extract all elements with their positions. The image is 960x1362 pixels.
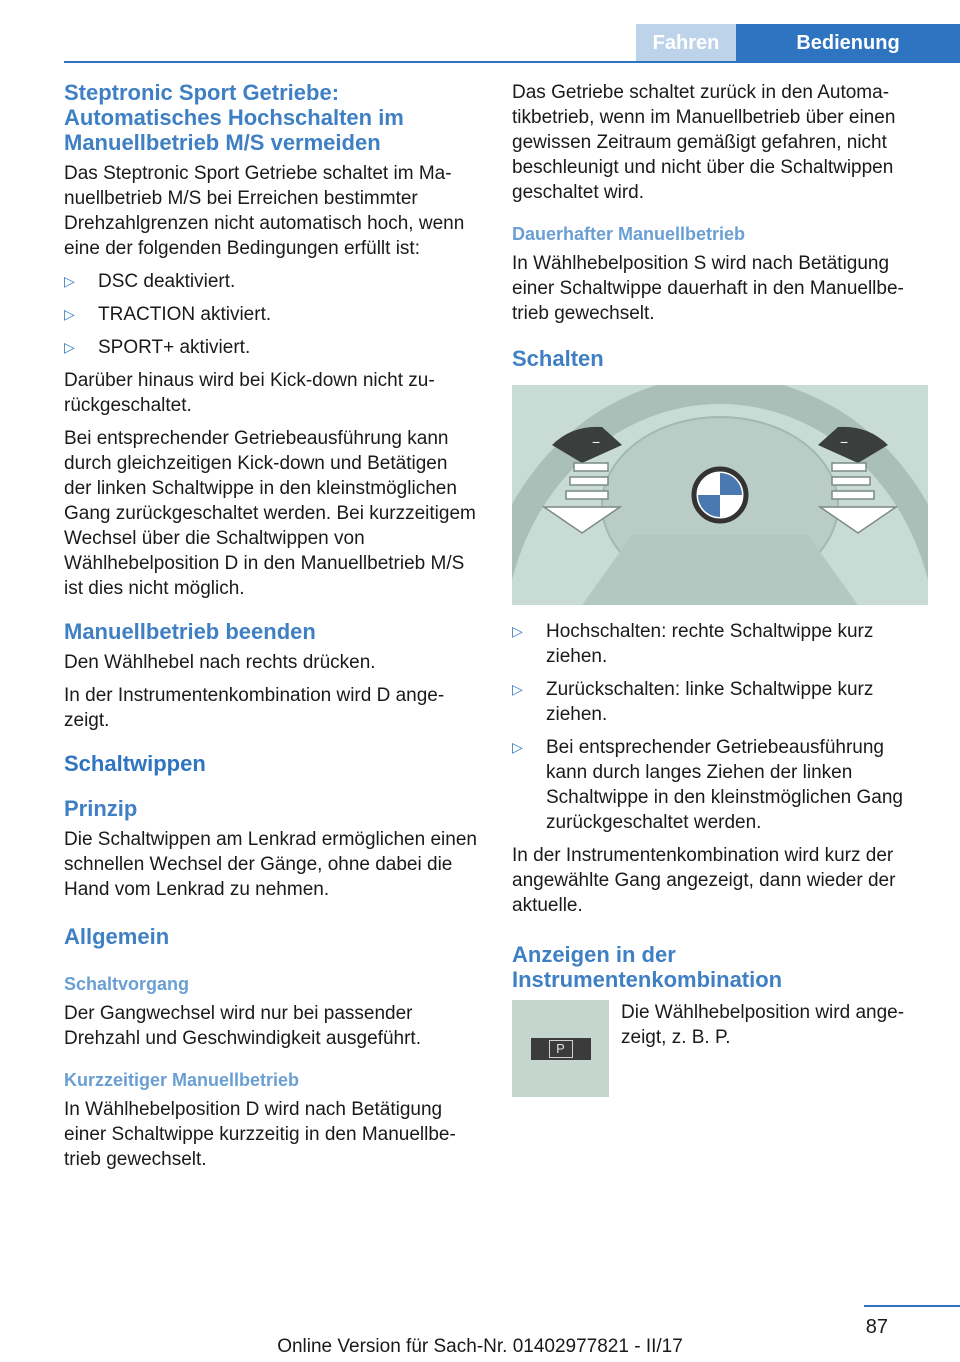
heading-permanent-manual: Dauerhafter Manuellbetrieb xyxy=(512,224,746,244)
paragraph: Bei entsprechender Getriebeausführung kann durch gleichzeitigen Kick-down und Betätigen der linken Schaltwippe in den kleinstmöglichen Gang zurückgeschaltet werden. Bei kurzzeitigem Wechsel über die Schaltwippen von Wählhebelposition D in den Manuellbetrieb M/S ist dies nicht möglich. xyxy=(64,428,476,599)
condition-list xyxy=(64,269,480,360)
heading-end-manual: Manuellbetrieb beenden xyxy=(64,619,316,644)
triangle-bullet-icon: ▷ xyxy=(512,623,523,639)
paragraph: In Wählhebelposition S wird nach Betätigung einer Schaltwippe dauerhaft in den Manuellbetrieb gewechselt. xyxy=(512,253,904,324)
triangle-bullet-icon: ▷ xyxy=(512,681,523,697)
triangle-bullet-icon: ▷ xyxy=(64,273,75,289)
heading-displays: Anzeigen in der Instrumentenkombination xyxy=(512,942,783,992)
display-screen xyxy=(531,1038,591,1060)
tab-bedienung[interactable]: Bedienung xyxy=(736,24,960,62)
paragraph: In der Instrumentenkombination wird kurz der angewählte Gang angezeigt, dann wieder der aktuelle. xyxy=(512,845,896,916)
minus-label-left: − xyxy=(592,434,601,450)
list-item: ▷ DSC deaktiviert. xyxy=(64,271,236,292)
tab-fahren[interactable]: Fahren xyxy=(636,24,736,62)
triangle-bullet-icon: ▷ xyxy=(64,339,75,355)
heading-shift-process: Schaltvorgang xyxy=(64,974,190,994)
chapter-tabs xyxy=(636,24,960,62)
page-number: 87 xyxy=(865,1316,888,1338)
left-column xyxy=(64,80,480,1180)
paragraph: In Wählhebelposition D wird nach Betätigung einer Schaltwippe kurzzeitig in den Manuellbetrieb gewechselt. xyxy=(64,1099,456,1170)
footer-text: Online Version für Sach-Nr. 01402977821 - II/17 xyxy=(277,1336,683,1357)
list-item: ▷ SPORT+ aktiviert. xyxy=(64,337,251,358)
list-item: ▷ Zurückschalten: linke Schaltwippe kurz ziehen. xyxy=(512,679,874,725)
list-item: ▷ Hochschalten: rechte Schaltwippe kurz ziehen. xyxy=(512,621,874,667)
header-rule xyxy=(64,61,960,63)
paragraph: Die Schaltwippen am Lenkrad ermöglichen einen schnellen Wechsel der Gänge, ohne dabei die Hand vom Lenkrad zu nehmen. xyxy=(64,829,477,900)
minus-label-right: − xyxy=(840,434,849,450)
paragraph: In der Instrumentenkombination wird D angezeigt. xyxy=(64,685,445,731)
paragraph: Der Gangwechsel wird nur bei passender Drehzahl und Geschwindigkeit ausgeführt. xyxy=(64,1003,421,1049)
triangle-bullet-icon: ▷ xyxy=(64,306,75,322)
right-column xyxy=(512,80,928,1097)
footer-rule xyxy=(864,1305,960,1307)
paragraph: Das Steptronic Sport Getriebe schaltet im Manuellbetrieb M/S bei Erreichen bestimmter Drehzahlgrenzen nicht automatisch hoch, wenn eine der folgenden Bedingungen erfüllt ist: xyxy=(64,163,465,259)
list-item: ▷ TRACTION aktiviert. xyxy=(64,304,272,325)
list-item: ▷ Bei entsprechender Getriebeausführung kann durch langes Ziehen der linken Schaltwippe in den kleinstmöglichen Gang zurückgeschaltet werden. xyxy=(512,737,903,833)
paragraph: Das Getriebe schaltet zurück in den Automatikbetrieb, wenn im Manuellbetrieb über einen gewissen Zeitraum gemäßigt gefahren, nicht beschleunigt und nicht über die Schaltwippen geschaltet wird. xyxy=(512,82,896,203)
heading-shifting: Schalten xyxy=(512,346,604,371)
heading-temporary-manual: Kurzzeitiger Manuellbetrieb xyxy=(64,1070,300,1090)
paragraph: Darüber hinaus wird bei Kick-down nicht zurückgeschaltet. xyxy=(64,370,435,416)
triangle-bullet-icon: ▷ xyxy=(512,739,523,755)
heading-auto-upshift: Steptronic Sport Getriebe: Automatisches Hochschalten im Manuellbetrieb M/S vermeiden xyxy=(64,80,404,155)
display-row xyxy=(512,1000,928,1097)
steering-wheel-figure xyxy=(512,385,928,605)
heading-general: Allgemein xyxy=(64,924,170,949)
steering-wheel-illustration xyxy=(512,385,928,605)
heading-principle: Prinzip xyxy=(64,796,138,821)
paragraph: Die Wählhebelposition wird angezeigt, z. B. P. xyxy=(621,1002,905,1048)
gear-display-image xyxy=(512,1000,609,1097)
paragraph: Den Wählhebel nach rechts drücken. xyxy=(64,652,376,673)
heading-shift-paddles: Schaltwippen xyxy=(64,751,206,776)
shift-list xyxy=(512,619,928,835)
gear-p-indicator: P xyxy=(549,1040,573,1058)
